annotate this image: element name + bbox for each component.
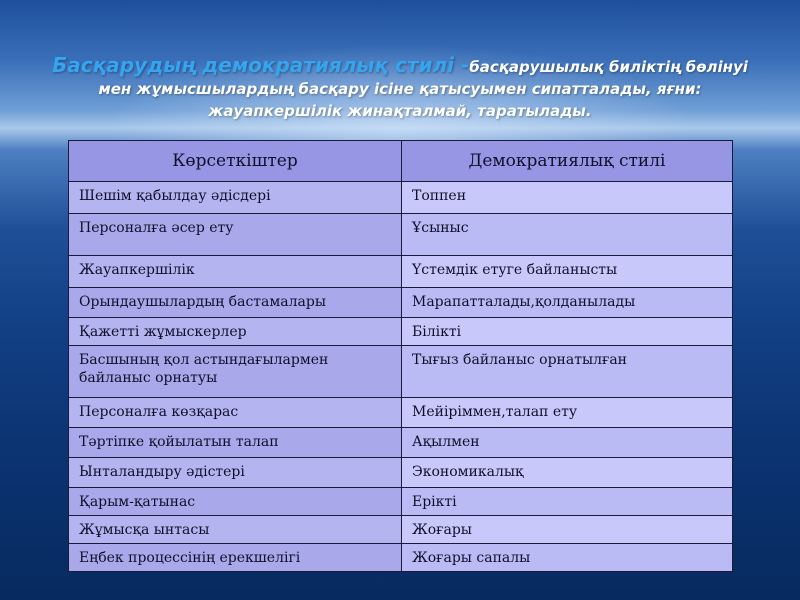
table-cell-value: Тығыз байланыс орнатылған (402, 346, 733, 398)
table-row (69, 516, 733, 544)
table-row (69, 346, 733, 398)
table-cell-indicator: Қажетті жұмыскерлер (69, 318, 402, 346)
table-cell-indicator: Ынталандыру әдістері (69, 458, 402, 488)
table-row (69, 428, 733, 458)
table-cell-indicator: Орындаушылардың бастамалары (69, 288, 402, 318)
table-row (69, 318, 733, 346)
table-cell-value: Ақылмен (402, 428, 733, 458)
table-cell-value: Білікті (402, 318, 733, 346)
table-cell-indicator: Жұмысқа ынтасы (69, 516, 402, 544)
table-cell-indicator: Қарым-қатынас (69, 488, 402, 516)
table-cell-indicator: Персоналға әсер ету (69, 214, 402, 256)
table-row (69, 544, 733, 572)
table-cell-value: Жоғары (402, 516, 733, 544)
column-header-democratic-style: Демократиялық стилі (402, 141, 733, 182)
table-cell-indicator: Еңбек процессінің ерекшелігі (69, 544, 402, 572)
table-cell-value: Ұсыныс (402, 214, 733, 256)
table-cell-value: Топпен (402, 182, 733, 214)
caption-lead: Басқарудың демократиялық стилі - (52, 53, 470, 77)
table-cell-value: Үстемдік етуге байланысты (402, 256, 733, 288)
table-row (69, 214, 733, 256)
table-row (69, 488, 733, 516)
slide-caption (40, 54, 760, 122)
caption-rest: басқарушылық биліктің бөлінуі мен жұмысшылардың басқару ісіне қатысуымен сипатталады, яғни: жауапкершілік жинақталмай, таратылады. (98, 58, 748, 120)
table-cell-value: Мейіріммен,талап ету (402, 398, 733, 428)
table-row (69, 182, 733, 214)
table-cell-value: Жоғары сапалы (402, 544, 733, 572)
table-row (69, 288, 733, 318)
table-cell-indicator: Жауапкершілік (69, 256, 402, 288)
table-cell-value: Марапатталады,қолданылады (402, 288, 733, 318)
table-cell-value: Ерікті (402, 488, 733, 516)
table-row (69, 398, 733, 428)
table-cell-indicator: Тәртіпке қойылатын талап (69, 428, 402, 458)
comparison-table (68, 140, 733, 572)
column-header-indicators: Көрсеткіштер (69, 141, 402, 182)
table-row (69, 458, 733, 488)
table-cell-value: Экономикалық (402, 458, 733, 488)
table-cell-indicator: Персоналға көзқарас (69, 398, 402, 428)
table-cell-indicator: Шешім қабылдау әдісдері (69, 182, 402, 214)
table-header-row (69, 141, 733, 182)
table-row (69, 256, 733, 288)
table-cell-indicator: Басшының қол астындағылармен байланыс орнатуы (69, 346, 402, 398)
